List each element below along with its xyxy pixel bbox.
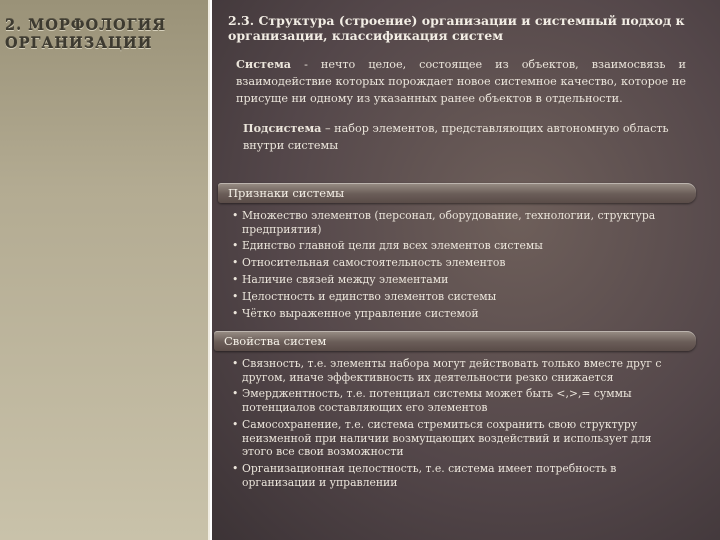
list-item: • Целостность и единство элементов системы (230, 290, 685, 304)
section-heading-text: 2.3. Структура (строение) организации и системный подход к организации, классификация систем (228, 13, 685, 43)
system-definition (236, 56, 686, 107)
list-item: • Самосохранение, т.е. система стремиться сохранить свою структуру неизменной при наличии возмущающих воздействий и использует для этого все свои возможности (230, 418, 685, 459)
list-item: • Организационная целостность, т.е. система имеет потребность в организации и управлении (230, 462, 685, 489)
signs-list (230, 209, 685, 324)
list-item: • Относительная самостоятельность элементов (230, 256, 685, 270)
content-panel (212, 0, 720, 540)
subsystem-text: – набор элементов, представляющих автономную область внутри системы (243, 122, 669, 152)
list-item: • Связность, т.е. элементы набора могут действовать только вместе друг с другом, иначе эффективность их деятельности резко снижается (230, 357, 685, 384)
list-item: • Эмерджентность, т.е. потенциал системы может быть <,>,= суммы потенциалов составляющих его элементов (230, 387, 685, 414)
list-item: • Наличие связей между элементами (230, 273, 685, 287)
list-item: • Множество элементов (персонал, оборудование, технологии, структура предприятия) (230, 209, 685, 236)
list-item: • Единство главной цели для всех элементов системы (230, 239, 685, 253)
system-term: Система (236, 57, 292, 71)
section-heading (228, 13, 698, 43)
properties-header-bar: Свойства систем (214, 331, 696, 351)
list-item: • Чётко выраженное управление системой (230, 307, 685, 321)
signs-header-bar: Признаки системы (218, 183, 696, 203)
slide-title: 2. МОРФОЛОГИЯ ОРГАНИЗАЦИИ (5, 17, 167, 52)
left-panel (0, 0, 210, 540)
subsystem-definition (243, 120, 683, 154)
properties-list (230, 357, 685, 493)
subsystem-term: Подсистема (243, 121, 322, 135)
system-text: - нечто целое, состоящее из объектов, взаимосвязь и взаимодействие которых порождает новое системное качество, которое не присуще ни одному из указанных ранее объектов в отдельности. (236, 58, 686, 105)
